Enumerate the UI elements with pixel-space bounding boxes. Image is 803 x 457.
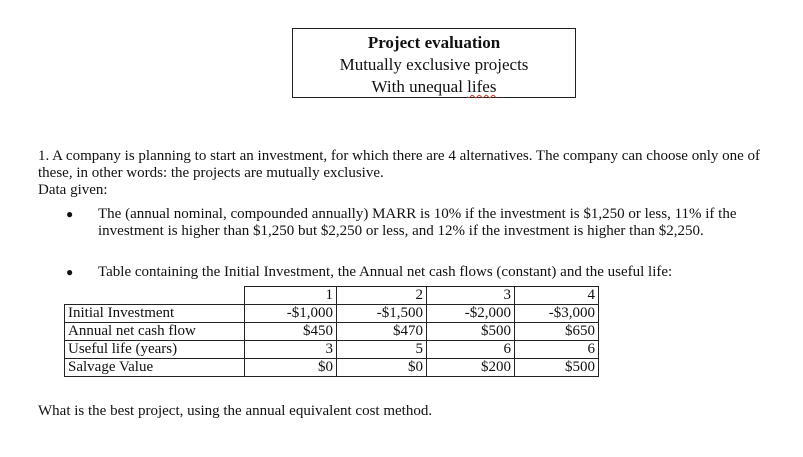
title-line-1: Project evaluation [367,33,501,52]
table-cell: 6 [427,341,515,359]
table-header-cell: 4 [515,287,599,305]
intro-paragraph: 1. A company is planning to start an investment, for which there are 4 alternatives. The company can choose only one of these, in other words: the projects are mutually exclusive. [38,148,761,181]
table-header-row [65,287,599,305]
bullet-marr: The (annual nominal, compounded annually) MARR is 10% if the investment is $1,250 or less, 11% if the investment is higher than $1,250 but $2,250 or less, and 12% if the investment is higher than $2,250. [98,206,737,239]
title-box [292,28,576,98]
table-cell: -$1,500 [337,305,427,323]
table-cell: $0 [245,359,337,377]
table-cell: -$3,000 [515,305,599,323]
table-header-cell: 2 [337,287,427,305]
bullet-icon: ● [66,207,74,221]
table-cell: -$1,000 [245,305,337,323]
spellcheck-word: lifes [467,77,497,96]
row-label: Salvage Value [65,359,245,377]
data-given-label: Data given: [38,182,108,198]
table-cell: 3 [245,341,337,359]
table-cell: $200 [427,359,515,377]
cash-flow-table [64,286,599,377]
title-line-2: Mutually exclusive projects [339,55,529,74]
row-label: Initial Investment [65,305,245,323]
table-cell: 6 [515,341,599,359]
table-cell: -$2,000 [427,305,515,323]
bullet-table-intro: Table containing the Initial Investment, the Annual net cash flows (constant) and the useful life: [98,264,673,280]
table-corner [65,287,245,305]
title-line-3 [293,76,575,98]
table-cell: $650 [515,323,599,341]
table-header-cell: 1 [245,287,337,305]
table-row [65,359,599,377]
bullet-icon: ● [66,265,74,279]
table-cell: $500 [515,359,599,377]
table-cell: 5 [337,341,427,359]
table-cell: $0 [337,359,427,377]
table-row [65,341,599,359]
table-cell: $450 [245,323,337,341]
table-cell: $500 [427,323,515,341]
table-row [65,323,599,341]
table-cell: $470 [337,323,427,341]
table-header-cell: 3 [427,287,515,305]
table-row [65,305,599,323]
row-label: Useful life (years) [65,341,245,359]
row-label: Annual net cash flow [65,323,245,341]
question-text: What is the best project, using the annual equivalent cost method. [38,403,433,419]
title-line-3-prefix: With unequal [371,77,468,96]
